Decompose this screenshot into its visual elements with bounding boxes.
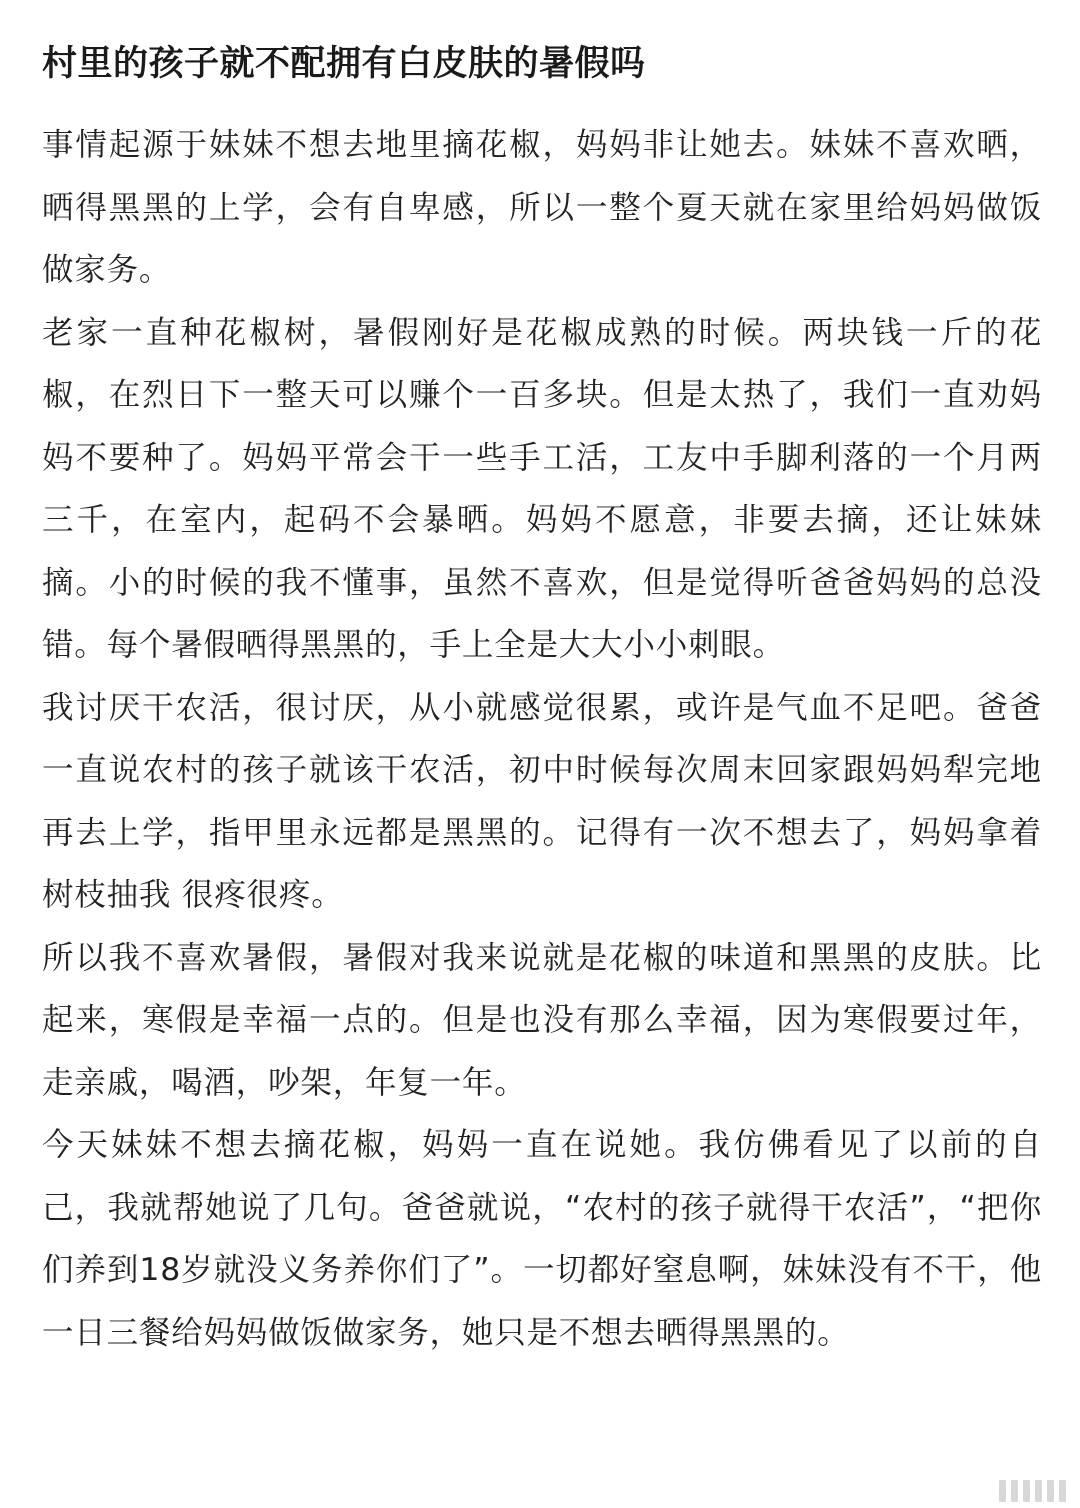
post-body	[42, 114, 1042, 1364]
post-title: 村里的孩子就不配拥有白皮肤的暑假吗	[42, 44, 646, 84]
post-container	[42, 0, 1042, 1364]
paragraph: 所以我不喜欢暑假，暑假对我来说就是花椒的味道和黑黑的皮肤。比起来，寒假是幸福一点的。但是也没有那么幸福，因为寒假要过年，走亲戚，喝酒，吵架，年复一年。	[42, 939, 1042, 1101]
paragraph: 老家一直种花椒树，暑假刚好是花椒成熟的时候。两块钱一斤的花椒，在烈日下一整天可以赚个一百多块。但是太热了，我们一直劝妈妈不要种了。妈妈平常会干一些手工活，工友中手脚利落的一个月两三千，在室内，起码不会暴晒。妈妈不愿意，非要去摘，还让妹妹摘。小的时候的我不懂事，虽然不喜欢，但是觉得听爸爸妈妈的总没错。每个暑假晒得黑黑的，手上全是大大小小刺眼。	[42, 314, 1042, 663]
paragraph: 事情起源于妹妹不想去地里摘花椒，妈妈非让她去。妹妹不喜欢晒，晒得黑黑的上学，会有自卑感，所以一整个夏天就在家里给妈妈做饭做家务。	[42, 127, 1042, 288]
paragraph: 我讨厌干农活，很讨厌，从小就感觉很累，或许是气血不足吧。爸爸一直说农村的孩子就该干农活，初中时候每次周末回家跟妈妈犁完地再去上学，指甲里永远都是黑黑的。记得有一次不想去了，妈妈拿着树枝抽我 很疼很疼。	[42, 689, 1042, 913]
watermark-bars-icon	[999, 1480, 1066, 1502]
paragraph: 今天妹妹不想去摘花椒，妈妈一直在说她。我仿佛看见了以前的自己，我就帮她说了几句。爸爸就说，“农村的孩子就得干农活”，“把你们养到18岁就没义务养你们了”。一切都好窒息啊，妹妹没有不干，他一日三餐给妈妈做饭做家务，她只是不想去晒得黑黑的。	[42, 1127, 1042, 1351]
